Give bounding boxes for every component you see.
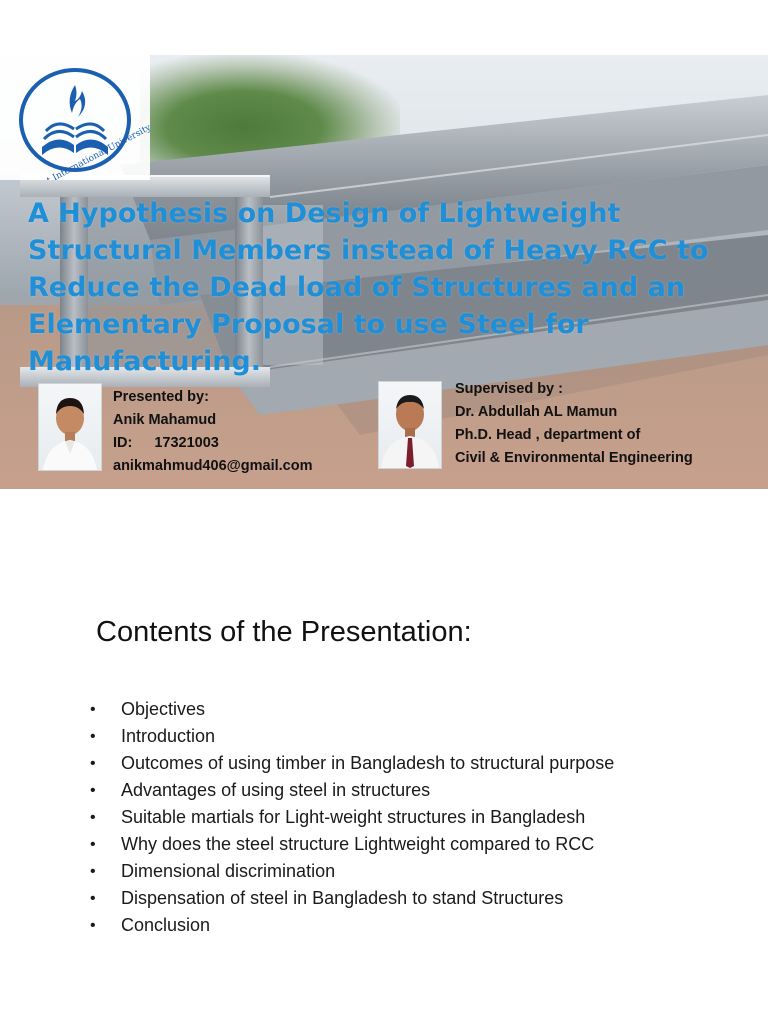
supervisor-position: Ph.D. Head , department of [455,427,641,443]
list-item-text: Outcomes of using timber in Bangladesh to structural purpose [121,753,615,773]
contents-list [88,696,614,939]
bullet-icon: • [90,809,96,826]
bullet-icon: • [90,890,96,907]
presenter-id [113,432,312,455]
list-item-text: Suitable martials for Light-weight structures in Bangladesh [121,807,586,827]
list-item [88,831,614,858]
list-item [88,696,614,723]
presenter-photo [38,383,102,471]
list-item [88,777,614,804]
list-item [88,912,614,939]
supervisor-photo [378,381,442,469]
id-value: 17321003 [154,435,219,451]
bullet-icon: • [90,917,96,934]
presentation-title: A Hypothesis on Design of Lightweight Structural Members instead of Heavy RCC to Reduce the Dead load of Structures and an Elementary Proposal to use Steel for Manufacturing. [28,198,709,377]
bullet-icon: • [90,863,96,880]
presenter-info [113,386,312,478]
university-logo [0,55,150,180]
supervisor-info [455,378,693,470]
list-item [88,885,614,912]
list-item-text: Dispensation of steel in Bangladesh to stand Structures [121,888,564,908]
list-item-text: Introduction [121,726,216,746]
list-item-text: Why does the steel structure Lightweight compared to RCC [121,834,595,854]
contents-title: Contents of the Presentation: [96,616,472,648]
presenter-email: anikmahmud406@gmail.com [113,458,313,474]
list-item [88,750,614,777]
list-item-text: Dimensional discrimination [121,861,336,881]
bullet-icon: • [90,836,96,853]
list-item-text: Advantages of using steel in structures [121,780,431,800]
presenter-name: Anik Mahamud [113,412,217,428]
supervisor-department: Civil & Environmental Engineering [455,450,693,466]
supervisor-heading: Supervised by : [455,381,563,397]
title-slide [0,55,768,489]
id-label: ID: [113,435,133,451]
list-item [88,723,614,750]
bullet-icon: • [90,728,96,745]
list-item-text: Conclusion [121,915,211,935]
presenter-heading: Presented by: [113,389,209,405]
list-item-text: Objectives [121,699,206,719]
bullet-icon: • [90,701,96,718]
list-item [88,858,614,885]
bullet-icon: • [90,782,96,799]
list-item [88,804,614,831]
bullet-icon: • [90,755,96,772]
supervisor-name: Dr. Abdullah AL Mamun [455,404,618,420]
